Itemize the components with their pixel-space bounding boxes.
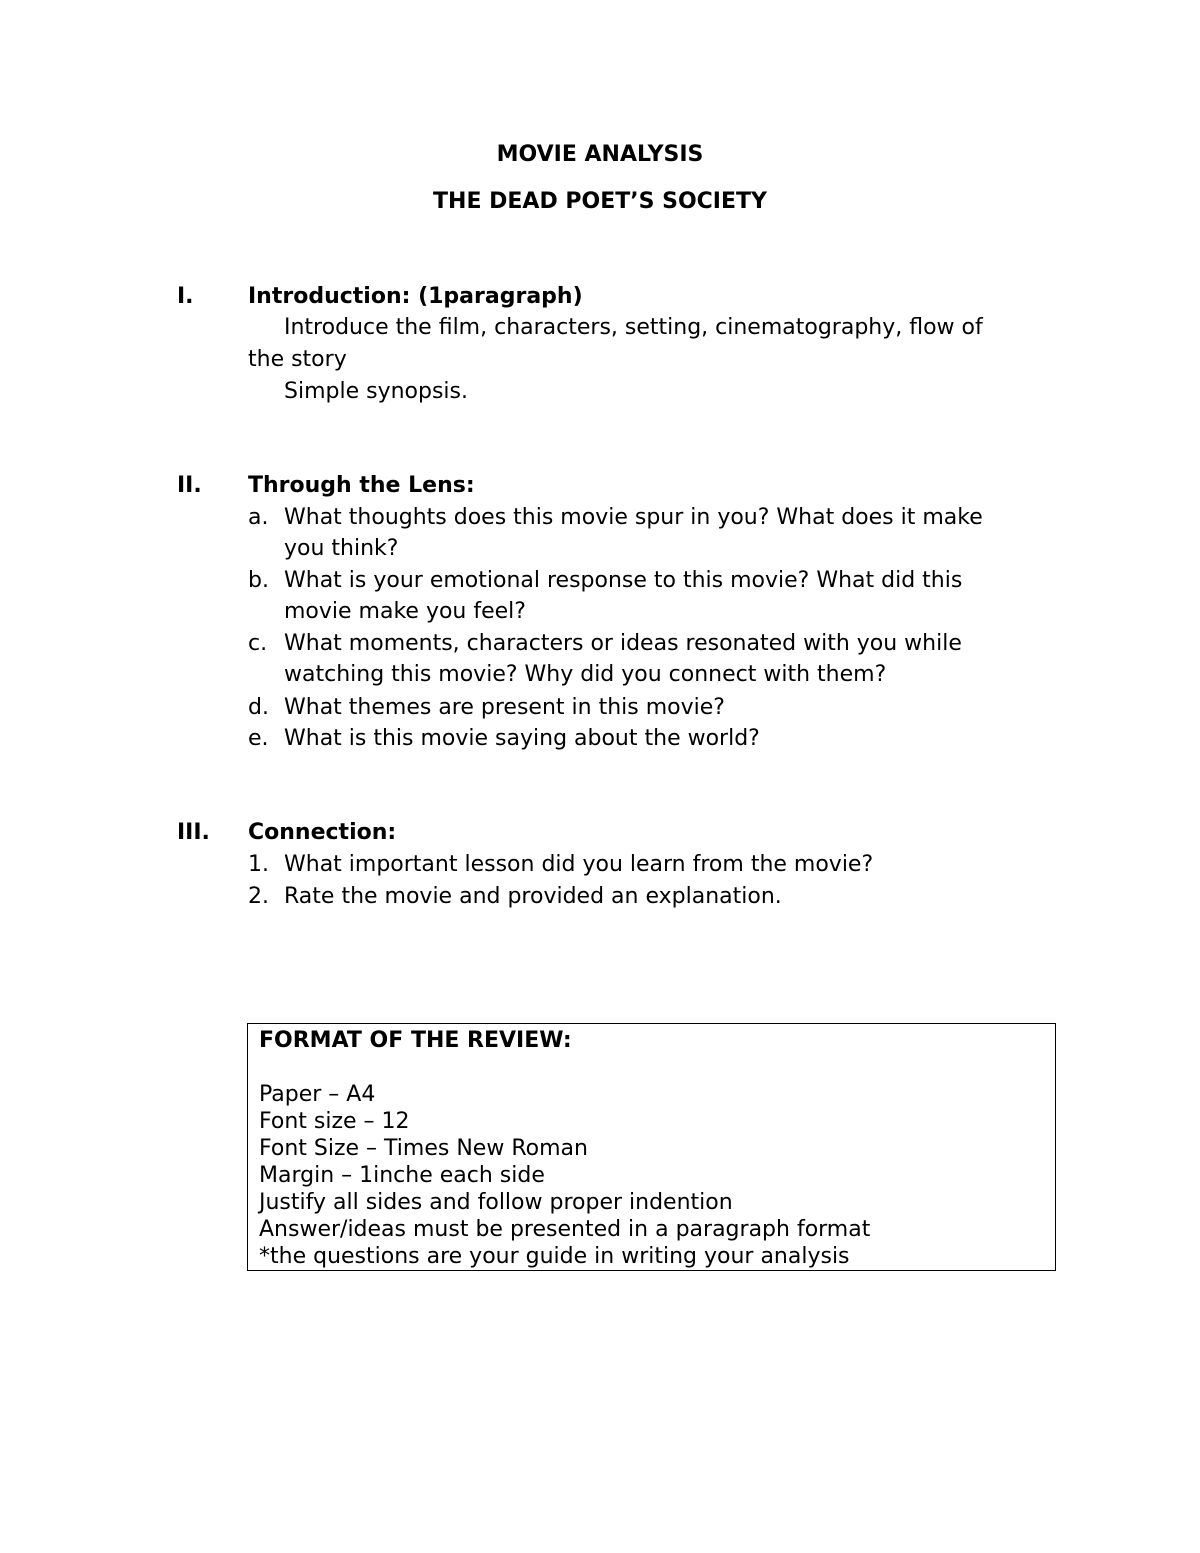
list-item-marker: 1. — [248, 852, 269, 877]
list-item-text: What thoughts does this movie spur in you? What does it make — [284, 505, 983, 530]
list-item-marker: b. — [248, 568, 269, 593]
list-item-marker: a. — [248, 505, 269, 530]
list-item-marker: c. — [248, 631, 268, 656]
list-item-text: What is this movie saying about the world? — [284, 726, 760, 751]
list-item-marker: d. — [248, 695, 269, 720]
list-item-text: What important lesson did you learn from the movie? — [284, 852, 874, 877]
list-item-text: you think? — [284, 536, 399, 561]
list-item-text: What moments, characters or ideas resonated with you while — [284, 631, 962, 656]
document-subtitle: THE DEAD POET’S SOCIETY — [433, 189, 767, 214]
format-box-line: Font Size – Times New Roman — [259, 1136, 588, 1161]
section-3-number: III. — [177, 820, 210, 845]
section-1-number: I. — [177, 284, 194, 309]
section-1-heading: Introduction: (1paragraph) — [248, 284, 583, 309]
format-box-line: Paper – A4 — [259, 1082, 376, 1107]
section-2-number: II. — [177, 473, 202, 498]
format-review-box — [247, 1023, 1056, 1271]
section-1-line-2: the story — [248, 347, 347, 372]
section-1-line-1: Introduce the film, characters, setting, cinematography, flow of — [284, 315, 983, 340]
document-title: MOVIE ANALYSIS — [496, 142, 704, 167]
section-2-heading: Through the Lens: — [248, 473, 475, 498]
list-item-text: movie make you feel? — [284, 599, 526, 624]
format-box-line: Answer/ideas must be presented in a paragraph format — [259, 1217, 871, 1242]
list-item-text: What themes are present in this movie? — [284, 695, 725, 720]
list-item-text: Rate the movie and provided an explanation. — [284, 884, 782, 909]
list-item-text: watching this movie? Why did you connect with them? — [284, 662, 887, 687]
section-3-heading: Connection: — [248, 820, 397, 845]
format-box-line: Font size – 12 — [259, 1109, 410, 1134]
format-box-heading: FORMAT OF THE REVIEW: — [259, 1028, 572, 1053]
format-box-line: Margin – 1inche each side — [259, 1163, 545, 1188]
list-item-marker: e. — [248, 726, 269, 751]
list-item-marker: 2. — [248, 884, 269, 909]
format-box-line: Justify all sides and follow proper indention — [259, 1190, 733, 1215]
list-item-text: What is your emotional response to this movie? What did this — [284, 568, 963, 593]
format-box-line: *the questions are your guide in writing your analysis — [259, 1244, 850, 1269]
section-1-line-3: Simple synopsis. — [284, 379, 468, 404]
